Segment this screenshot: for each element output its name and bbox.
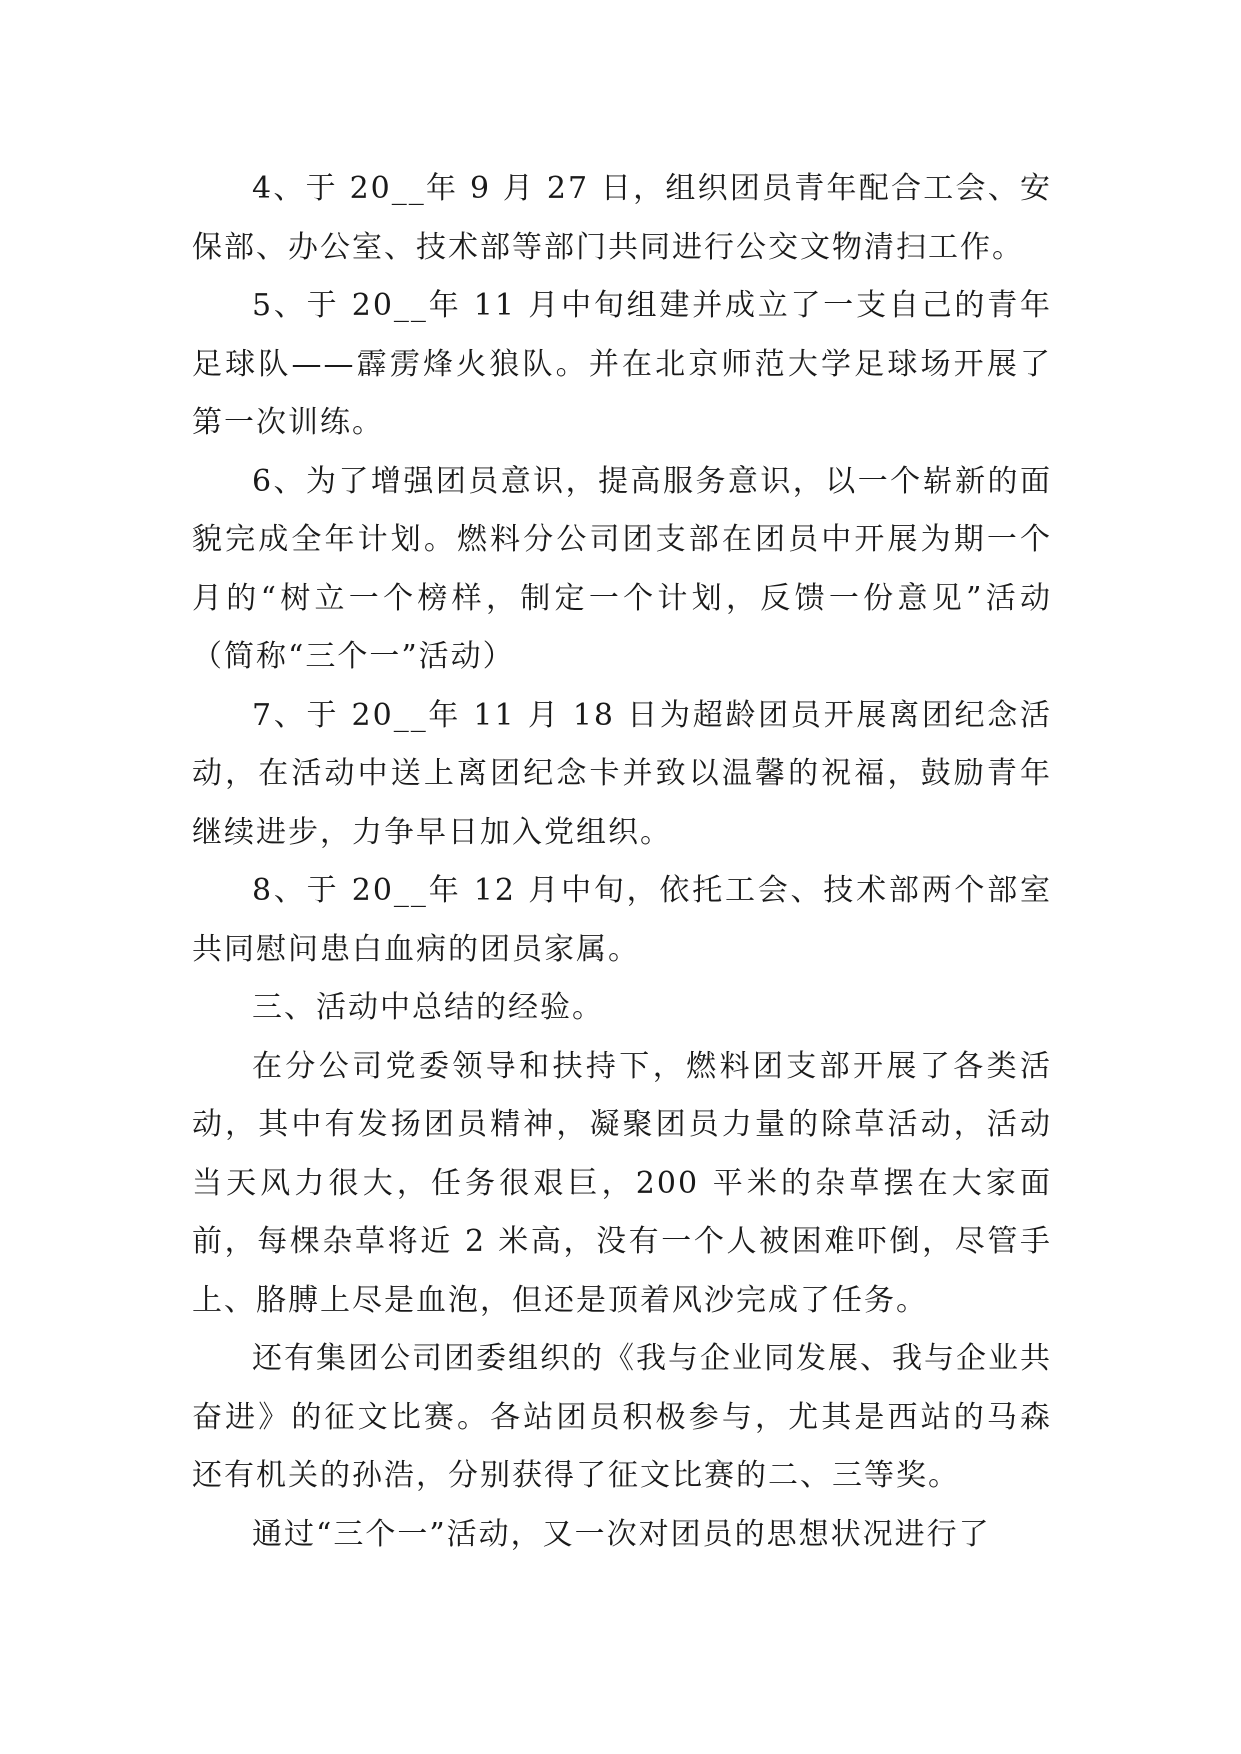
paragraph-item-7: 7、于 20__年 11 月 18 日为超龄团员开展离团纪念活动，在活动中送上离团纪念卡并致以温馨的祝福，鼓励青年继续进步，力争早日加入党组织。 bbox=[192, 697, 1052, 850]
document-body bbox=[192, 160, 1052, 1564]
paragraph-weeding-activity: 在分公司党委领导和扶持下，燃料团支部开展了各类活动，其中有发扬团员精神，凝聚团员力量的除草活动，活动当天风力很大，任务很艰巨，200 平米的杂草摆在大家面前，每棵杂草将近 2 米高，没有一个人被困难吓倒，尽管手上、胳膊上尽是血泡，但还是顶着风沙完成了任务。 bbox=[192, 1048, 1052, 1318]
paragraph-item-8: 8、于 20__年 12 月中旬，依托工会、技术部两个部室共同慰问患白血病的团员家属。 bbox=[192, 873, 1052, 967]
paragraph-item-5: 5、于 20__年 11 月中旬组建并成立了一支自己的青年足球队——霹雳烽火狼队。并在北京师范大学足球场开展了第一次训练。 bbox=[192, 288, 1052, 440]
paragraph-item-4: 4、于 20__年 9 月 27 日，组织团员青年配合工会、安保部、办公室、技术部等部门共同进行公交文物清扫工作。 bbox=[192, 171, 1052, 265]
section-heading: 三、活动中总结的经验。 bbox=[252, 990, 604, 1025]
paragraph-three-ones: 通过“三个一”活动，又一次对团员的思想状况进行了 bbox=[252, 1516, 991, 1552]
paragraph-item-6: 6、为了增强团员意识，提高服务意识，以一个崭新的面貌完成全年计划。燃料分公司团支部在团员中开展为期一个月的“树立一个榜样，制定一个计划，反馈一份意见”活动（简称“三个一”活动） bbox=[192, 463, 1052, 674]
paragraph-essay-contest: 还有集团公司团委组织的《我与企业同发展、我与企业共奋进》的征文比赛。各站团员积极参与，尤其是西站的马森还有机关的孙浩，分别获得了征文比赛的二、三等奖。 bbox=[192, 1341, 1052, 1493]
